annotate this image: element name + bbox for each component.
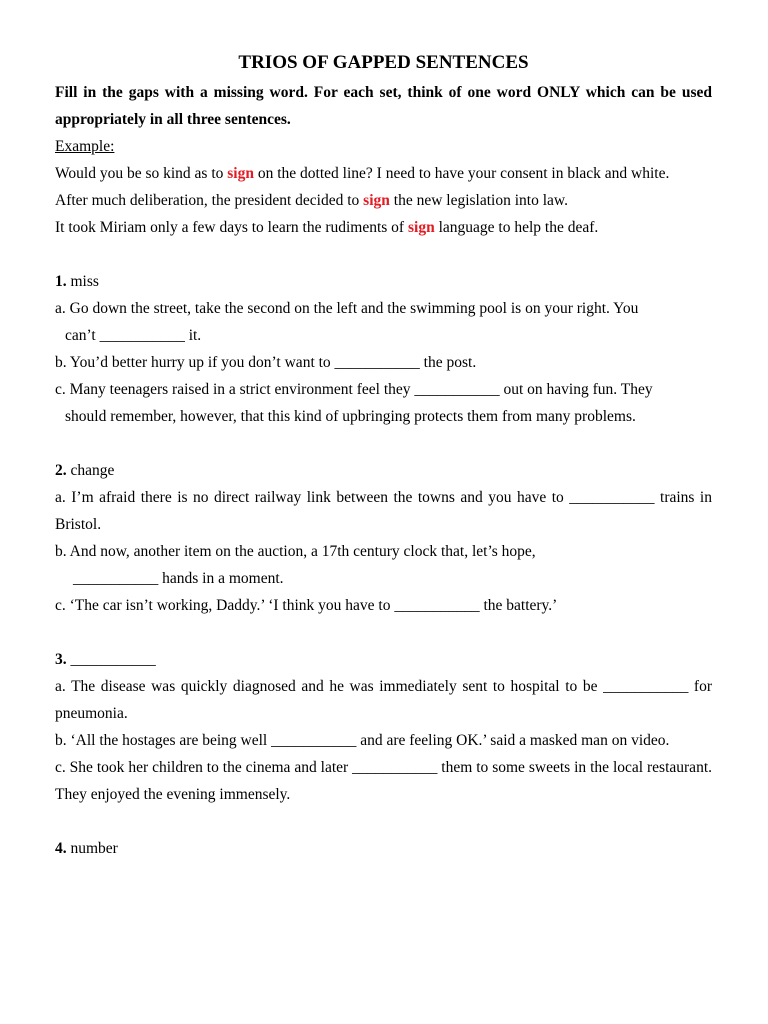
example-answer-word: sign <box>227 165 254 182</box>
set-2-sentence-c: c. ‘The car isn’t working, Daddy.’ ‘I think you have to ___________ the battery.’ <box>55 597 558 614</box>
example-sentence-3 <box>55 214 712 241</box>
set-word: ___________ <box>66 651 156 668</box>
set-number: 4. <box>55 840 67 857</box>
example-sentence-2 <box>55 187 712 214</box>
set-1-heading <box>55 268 712 295</box>
example-answer-word: sign <box>407 219 435 236</box>
set-3-sentence-b: b. ‘All the hostages are being well ___________ and are feeling OK.’ said a masked man on video. <box>55 732 670 749</box>
set-word: number <box>66 840 118 857</box>
set-1-sentence-b: b. You’d better hurry up if you don’t want to ___________ the post. <box>55 354 477 371</box>
set-4-heading <box>55 835 712 862</box>
set-3-sentence-c: c. She took her children to the cinema and later ___________ them to some sweets in the local restaurant. They enjoyed the evening immensely. <box>55 759 712 803</box>
example-label: Example: <box>55 138 115 155</box>
example-sentence-text: Would you be so kind as to <box>55 165 228 182</box>
spacer <box>55 619 712 646</box>
example-section <box>55 133 712 160</box>
spacer <box>55 808 712 835</box>
set-1-sentence-a: a. Go down the street, take the second on the left and the swimming pool is on your right. You <box>55 300 639 317</box>
example-sentence-text: on the dotted line? I need to have your consent in black and white. <box>253 165 670 182</box>
set-3-sentence-a: a. The disease was quickly diagnosed and he was immediately sent to hospital to be ___________ for pneumonia. <box>55 678 712 722</box>
example-sentence-text: It took Miriam only a few days to learn the rudiments of <box>55 219 408 236</box>
set-1-sentence-c: c. Many teenagers raised in a strict environment feel they ___________ out on having fun. They <box>55 381 653 398</box>
set-word: miss <box>66 273 99 290</box>
instructions: Fill in the gaps with a missing word. For each set, think of one word ONLY which can be used appropriately in all three sentences. <box>55 84 712 128</box>
page-title: TRIOS OF GAPPED SENTENCES <box>238 52 529 73</box>
worksheet-page <box>55 50 712 862</box>
spacer <box>55 430 712 457</box>
set-3-heading <box>55 646 712 673</box>
set-number: 1. <box>55 273 67 290</box>
set-2-sentence-b-continued: ___________ hands in a moment. <box>73 570 284 587</box>
set-number: 2. <box>55 462 67 479</box>
example-sentence-text: the new legislation into law. <box>389 192 568 209</box>
example-sentence-text: After much deliberation, the president decided to <box>55 192 364 209</box>
set-2-heading <box>55 457 712 484</box>
example-sentence-1 <box>55 160 712 187</box>
set-word: change <box>66 462 115 479</box>
example-sentence-text: language to help the deaf. <box>434 219 599 236</box>
set-1-sentence-c-continued: should remember, however, that this kind of upbringing protects them from many problems. <box>65 408 636 425</box>
spacer <box>55 241 712 268</box>
set-2-sentence-a: a. I’m afraid there is no direct railway link between the towns and you have to ___________ trains in Bristol. <box>55 489 712 533</box>
set-1-sentence-a-continued: can’t ___________ it. <box>65 327 202 344</box>
set-number: 3. <box>55 651 67 668</box>
set-2-sentence-b: b. And now, another item on the auction, a 17th century clock that, let’s hope, <box>55 543 536 560</box>
example-answer-word: sign <box>363 192 390 209</box>
